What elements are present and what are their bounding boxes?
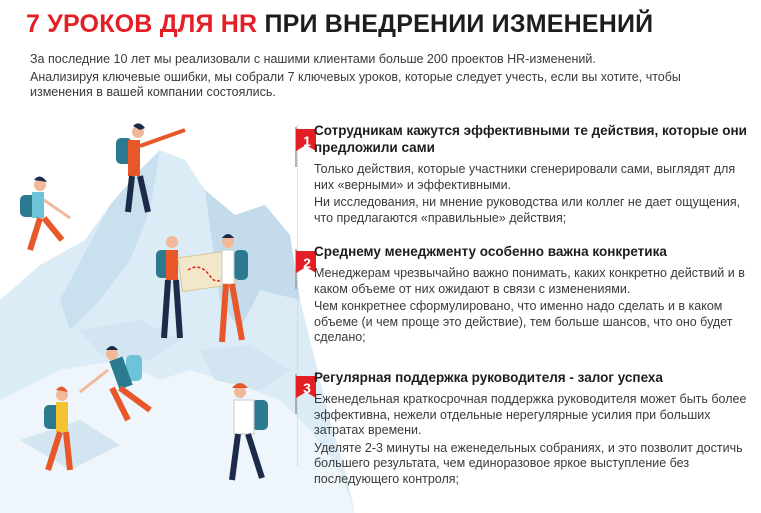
flag-1-number: 1 — [303, 133, 311, 149]
flag-2-icon — [278, 249, 318, 289]
lesson-1 — [314, 122, 754, 228]
intro-line-2: Анализируя ключевые ошибки, мы собрали 7 ключевых уроков, которые следует учесть, если вы хотите, чтобы изменения в вашей компании состоялись. — [30, 70, 681, 99]
flag-3-icon — [278, 374, 318, 414]
lesson-3-text-1: Еженедельная краткосрочная поддержка руководителя может быть более эффективна, нежели отдельные нерегулярные усилия при больших затратах времени. — [314, 392, 747, 437]
flag-1-icon — [278, 127, 318, 167]
lesson-2-text-2: Чем конкретнее сформулировано, что именно надо сделать и в каком объеме (и чем проще это действие), тем больше шансов, что оно будет сделано; — [314, 299, 733, 344]
lesson-3-heading: Регулярная поддержка руководителя - залог успеха — [314, 370, 663, 385]
lesson-2-text-1: Менеджерам чрезвычайно важно понимать, каких конкретно действий и в каком объеме от них ожидают в связи с изменениями. — [314, 266, 745, 296]
flag-3-number: 3 — [303, 380, 311, 396]
lesson-1-heading: Сотрудникам кажутся эффективными те действия, которые они предложили сами — [314, 123, 747, 155]
lesson-3 — [314, 369, 754, 489]
lesson-1-text-1: Только действия, которые участники сгенерировали сами, выглядят для них «верными» и эффективными. — [314, 162, 736, 192]
intro-line-1: За последние 10 лет мы реализовали с нашими клиентами больше 200 проектов HR-изменений. — [30, 52, 596, 66]
lesson-2 — [314, 243, 754, 348]
lesson-3-text-2: Уделяте 2-3 минуты на еженедельных собраниях, и это позволит достичь большего результата, чем единоразовое яркое выступление без последующего контроля; — [314, 440, 743, 486]
title-rest: ПРИ ВНЕДРЕНИИ ИЗМЕНЕНИЙ — [264, 10, 654, 38]
flag-2-number: 2 — [303, 255, 311, 271]
lesson-1-text-2: Ни исследования, ни мнение руководства или коллег не дает ощущения, что предлагаются «правильные» действия; — [314, 195, 741, 225]
title-highlight: 7 УРОКОВ ДЛЯ HR — [26, 10, 258, 38]
lesson-2-heading: Среднему менеджменту особенно важна конкретика — [314, 244, 667, 259]
